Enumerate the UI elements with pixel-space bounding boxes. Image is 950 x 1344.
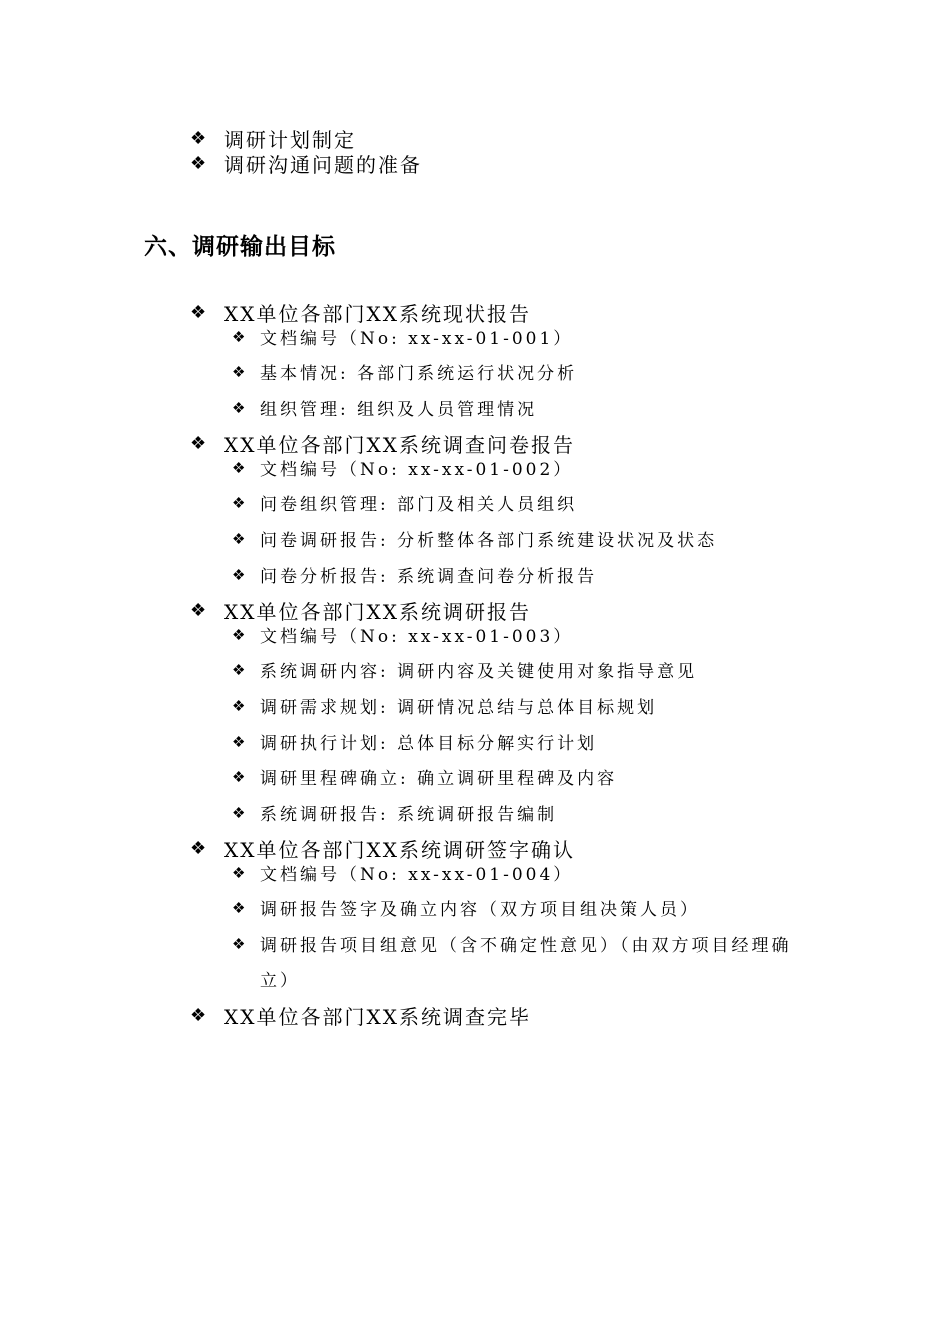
list-item-text: XX单位各部门XX系统调查完毕 [224,1005,531,1029]
diamond-bullet-icon: ❖ [232,732,246,751]
diamond-bullet-icon: ❖ [232,398,246,417]
sub-list-item-text: 文档编号（No: xx-xx-01-004） [260,865,574,885]
list-item [190,596,531,625]
diamond-bullet-icon: ❖ [190,1005,207,1026]
sub-list-item-text: 文档编号（No: xx-xx-01-002） [260,460,574,480]
diamond-bullet-icon: ❖ [232,898,246,917]
sub-list-item [232,359,577,384]
diamond-bullet-icon: ❖ [190,302,207,323]
list-item-text: XX单位各部门XX系统调研签字确认 [224,838,575,862]
diamond-bullet-icon: ❖ [232,458,246,477]
list-item [190,834,575,863]
sub-list-item [232,455,573,480]
sub-list-item [232,526,717,551]
sub-list-item-text: 调研执行计划: 总体目标分解实行计划 [260,734,598,754]
sub-list-item-text: 调研报告项目组意见（含不确定性意见）（由双方项目经理确 [260,936,792,956]
section-heading: 六、调研输出目标 [144,234,336,260]
sub-list-item [232,693,657,718]
sub-list-item-text: 组织管理: 组织及人员管理情况 [260,400,538,420]
sub-list-item [232,395,537,420]
list-item-text: 调研计划制定 [224,128,356,152]
sub-list-item [232,729,597,754]
list-item-text: XX单位各部门XX系统调查问卷报告 [224,433,575,457]
list-item [190,1001,531,1030]
diamond-bullet-icon: ❖ [190,153,207,174]
sub-list-item [232,562,597,587]
diamond-bullet-icon: ❖ [232,696,246,715]
sub-list-item-text: 调研报告签字及确立内容（双方项目组决策人员） [260,900,700,920]
sub-list-item [232,490,577,515]
sub-list-item-continuation: 立） [260,971,300,991]
diamond-bullet-icon: ❖ [190,838,207,859]
diamond-bullet-icon: ❖ [232,803,246,822]
sub-list-item [232,800,557,825]
sub-list-item-text: 问卷组织管理: 部门及相关人员组织 [260,495,578,515]
diamond-bullet-icon: ❖ [232,863,246,882]
list-item [190,149,422,178]
sub-list-item-text: 调研需求规划: 调研情况总结与总体目标规划 [260,698,658,718]
sub-list-item [232,657,697,682]
sub-list-item-text: 文档编号（No: xx-xx-01-001） [260,329,574,349]
sub-list-item-text: 基本情况: 各部门系统运行状况分析 [260,364,578,384]
diamond-bullet-icon: ❖ [232,529,246,548]
diamond-bullet-icon: ❖ [232,327,246,346]
diamond-bullet-icon: ❖ [232,565,246,584]
diamond-bullet-icon: ❖ [190,128,207,149]
list-item-text: 调研沟通问题的准备 [224,153,422,177]
diamond-bullet-icon: ❖ [232,660,246,679]
diamond-bullet-icon: ❖ [232,767,246,786]
sub-list-item-text: 系统调研内容: 调研内容及关键使用对象指导意见 [260,662,698,682]
sub-list-item-text: 问卷分析报告: 系统调查问卷分析报告 [260,567,598,587]
sub-list-item [232,622,573,647]
sub-list-item-text: 问卷调研报告: 分析整体各部门系统建设状况及状态 [260,531,718,551]
diamond-bullet-icon: ❖ [232,362,246,381]
diamond-bullet-icon: ❖ [232,934,246,953]
sub-list-item [232,764,617,789]
list-item-text: XX单位各部门XX系统现状报告 [224,302,531,326]
list-item [190,298,531,327]
list-item-text: XX单位各部门XX系统调研报告 [224,600,531,624]
sub-list-item-text: 文档编号（No: xx-xx-01-003） [260,627,574,647]
sub-list-item [232,895,700,920]
list-item [190,429,575,458]
diamond-bullet-icon: ❖ [190,433,207,454]
sub-list-item-text: 调研里程碑确立: 确立调研里程碑及内容 [260,769,618,789]
sub-list-item [232,324,573,349]
sub-list-item [232,931,792,956]
sub-list-item-text: 系统调研报告: 系统调研报告编制 [260,805,558,825]
diamond-bullet-icon: ❖ [232,493,246,512]
diamond-bullet-icon: ❖ [190,600,207,621]
diamond-bullet-icon: ❖ [232,625,246,644]
sub-list-item [232,860,573,885]
